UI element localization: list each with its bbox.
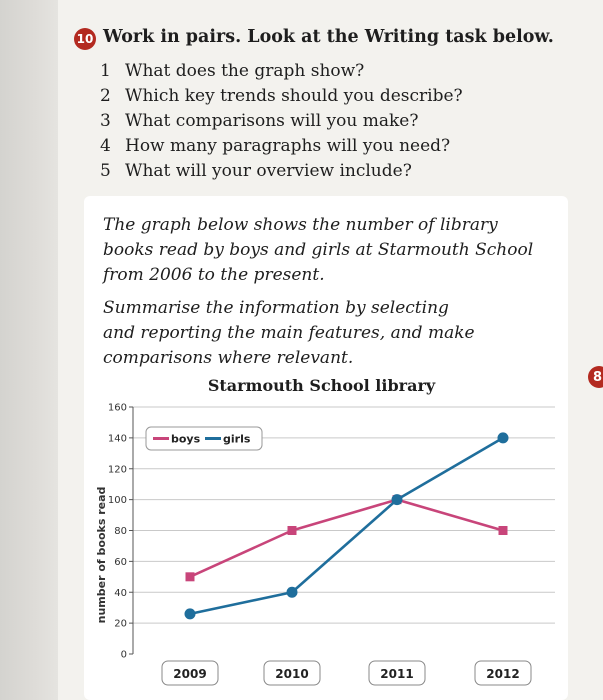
y-tick-label: 100 — [107, 495, 127, 507]
y-tick-label: 120 — [107, 464, 127, 476]
chart-title: Starmouth School library — [207, 376, 436, 395]
task-prompt-line: comparisons where relevant. — [103, 348, 354, 368]
y-tick-label: 160 — [107, 402, 127, 414]
data-point-boys — [186, 572, 195, 581]
data-point-girls — [498, 432, 509, 443]
data-point-girls — [287, 587, 298, 598]
question-number: 3 — [100, 111, 111, 131]
next-exercise-badge: 8 — [588, 366, 603, 388]
task-prompt-line: books read by boys and girls at Starmouth School — [103, 240, 534, 260]
question-number: 5 — [100, 161, 111, 181]
legend-label-boys: boys — [171, 432, 201, 446]
question-text: What will your overview include? — [125, 161, 412, 181]
x-tick-label: 2012 — [486, 667, 520, 681]
x-tick-label: 2010 — [275, 667, 309, 681]
task-prompt-line: Summarise the information by selecting — [103, 298, 449, 318]
task-prompt-line: from 2006 to the present. — [103, 265, 325, 285]
question-text: Which key trends should you describe? — [125, 86, 463, 106]
y-tick-label: 20 — [114, 618, 127, 630]
exercise-heading: Work in pairs. Look at the Writing task below. — [103, 27, 554, 47]
question-text: What comparisons will you make? — [125, 111, 419, 131]
y-tick-label: 40 — [114, 587, 127, 599]
data-point-boys — [288, 526, 297, 535]
y-tick-label: 0 — [120, 649, 127, 661]
x-tick-label: 2009 — [173, 667, 207, 681]
data-point-girls — [392, 494, 403, 505]
question-text: What does the graph show? — [125, 61, 365, 81]
question-number: 1 — [100, 61, 111, 81]
y-tick-label: 80 — [114, 526, 127, 537]
question-number: 4 — [100, 136, 111, 156]
y-axis-label: number of books read — [95, 486, 108, 624]
series-line-girls — [190, 438, 503, 614]
task-prompt-line: The graph below shows the number of library — [103, 215, 498, 235]
data-point-girls — [185, 608, 196, 619]
exercise-number-badge: 10 — [74, 28, 96, 50]
question-text: How many paragraphs will you need? — [125, 136, 451, 156]
question-number: 2 — [100, 86, 111, 106]
x-tick-label: 2011 — [380, 667, 414, 681]
data-point-boys — [499, 526, 508, 535]
y-tick-label: 140 — [107, 433, 127, 445]
task-prompt-line: and reporting the main features, and make — [103, 323, 475, 343]
series-line-boys — [190, 500, 503, 577]
legend-label-girls: girls — [223, 432, 251, 446]
y-tick-label: 60 — [114, 556, 127, 568]
